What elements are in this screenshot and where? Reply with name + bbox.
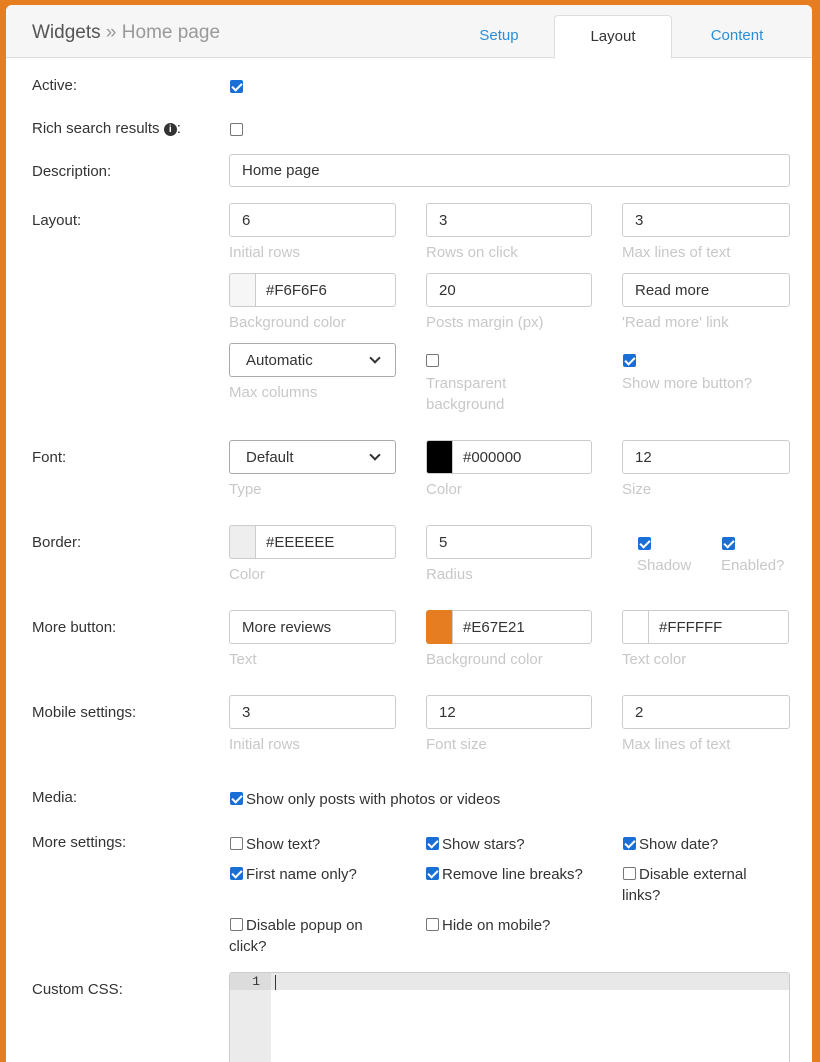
active-checkbox[interactable] (230, 80, 243, 93)
more-button-bg-input[interactable]: #E67E21 (452, 610, 592, 644)
more-button-label: More button: (32, 619, 117, 636)
show-date-checkbox[interactable] (623, 837, 636, 850)
rich-search-checkbox[interactable] (230, 123, 243, 136)
hide-on-mobile-checkbox[interactable] (426, 918, 439, 931)
panel-header (6, 5, 812, 58)
read-more-input[interactable]: Read more (622, 273, 790, 307)
media-only-checkbox[interactable] (230, 792, 243, 805)
read-more-hint: 'Read more' link (622, 314, 729, 331)
more-button-text-color-input[interactable]: #FFFFFF (648, 610, 789, 644)
font-size-input[interactable]: 12 (622, 440, 790, 474)
tab-content[interactable]: Content (710, 27, 764, 44)
remove-line-breaks-label[interactable]: Remove line breaks? (442, 866, 583, 883)
remove-line-breaks-checkbox[interactable] (426, 867, 439, 880)
rich-search-label-colon: : (176, 120, 181, 137)
media-only-label[interactable]: Show only posts with photos or videos (246, 791, 501, 808)
more-button-text-hint: Text (229, 651, 257, 668)
font-color-input[interactable]: #000000 (452, 440, 592, 474)
more-button-text-color-swatch[interactable] (622, 610, 649, 644)
mobile-font-size-input[interactable]: 12 (426, 695, 592, 729)
first-name-only-label[interactable]: First name only? (246, 866, 357, 883)
breadcrumb-separator: » (105, 22, 117, 43)
show-date-label[interactable]: Show date? (639, 836, 719, 853)
font-color-hint: Color (426, 481, 462, 498)
chevron-down-icon (369, 352, 380, 363)
font-type-select[interactable] (229, 440, 396, 474)
first-name-only-checkbox[interactable] (230, 867, 243, 880)
max-lines-hint: Max lines of text (622, 244, 731, 261)
rich-search-label (32, 120, 181, 137)
font-type-hint: Type (229, 481, 262, 498)
rows-on-click-input[interactable]: 3 (426, 203, 592, 237)
more-button-text-color-hint: Text color (622, 651, 687, 668)
breadcrumb-current: Home page (121, 22, 221, 43)
font-type-value: Default (246, 448, 294, 466)
shadow-hint: Shadow (637, 557, 692, 574)
max-lines-input[interactable]: 3 (622, 203, 790, 237)
border-enabled-hint: Enabled? (721, 557, 785, 574)
initial-rows-input[interactable]: 6 (229, 203, 396, 237)
show-text-label[interactable]: Show text? (246, 836, 321, 853)
more-button-text-input[interactable]: More reviews (229, 610, 396, 644)
media-label: Media: (32, 789, 78, 806)
disable-external-links-label[interactable]: Disable external links? (622, 866, 747, 904)
posts-margin-input[interactable]: 20 (426, 273, 592, 307)
mobile-max-lines-hint: Max lines of text (622, 736, 731, 753)
posts-margin-hint: Posts margin (px) (426, 314, 544, 331)
font-label: Font: (32, 449, 67, 466)
disable-popup-label[interactable]: Disable popup on click? (229, 917, 363, 955)
max-columns-hint: Max columns (229, 384, 318, 401)
active-label: Active: (32, 77, 78, 94)
mobile-initial-rows-input[interactable]: 3 (229, 695, 396, 729)
mobile-initial-rows-hint: Initial rows (229, 736, 300, 753)
border-radius-input[interactable]: 5 (426, 525, 592, 559)
border-color-input[interactable]: #EEEEEE (255, 525, 396, 559)
font-color-swatch[interactable] (426, 440, 453, 474)
show-stars-label[interactable]: Show stars? (442, 836, 525, 853)
border-label: Border: (32, 534, 82, 551)
show-more-button-checkbox[interactable] (623, 354, 636, 367)
more-settings-label: More settings: (32, 834, 127, 851)
transparent-background-checkbox[interactable] (426, 354, 439, 367)
border-enabled-checkbox[interactable] (722, 537, 735, 550)
max-columns-value: Automatic (246, 351, 313, 369)
mobile-font-size-hint: Font size (426, 736, 487, 753)
tab-setup[interactable]: Setup (479, 27, 519, 44)
editor-active-line (230, 973, 790, 990)
mobile-max-lines-input[interactable]: 2 (622, 695, 790, 729)
tab-layout[interactable]: Layout (554, 15, 672, 59)
rich-search-label-text: Rich search results (32, 120, 160, 137)
description-label: Description: (32, 163, 112, 180)
mobile-settings-label: Mobile settings: (32, 704, 137, 721)
layout-label: Layout: (32, 212, 82, 229)
editor-line-number: 1 (252, 974, 260, 989)
chevron-down-icon (369, 449, 380, 460)
description-input[interactable]: Home page (229, 154, 790, 187)
editor-cursor (275, 975, 276, 990)
background-color-input[interactable]: #F6F6F6 (255, 273, 396, 307)
initial-rows-hint: Initial rows (229, 244, 300, 261)
show-text-checkbox[interactable] (230, 837, 243, 850)
transparent-background-hint: Transparent background (426, 375, 507, 413)
show-stars-checkbox[interactable] (426, 837, 439, 850)
border-color-hint: Color (229, 566, 265, 583)
more-button-bg-hint: Background color (426, 651, 543, 668)
hide-on-mobile-label[interactable]: Hide on mobile? (442, 917, 551, 934)
font-size-hint: Size (622, 481, 652, 498)
more-button-bg-swatch[interactable] (426, 610, 453, 644)
custom-css-label: Custom CSS: (32, 981, 123, 998)
shadow-checkbox[interactable] (638, 537, 651, 550)
background-color-swatch[interactable] (229, 273, 256, 307)
breadcrumb-root[interactable]: Widgets (32, 22, 101, 43)
background-color-hint: Background color (229, 314, 346, 331)
rows-on-click-hint: Rows on click (426, 244, 518, 261)
widget-settings-panel (6, 5, 812, 1062)
info-circle-icon[interactable]: i (164, 123, 177, 136)
breadcrumb (32, 22, 220, 44)
max-columns-select[interactable] (229, 343, 396, 377)
border-radius-hint: Radius (426, 566, 473, 583)
custom-css-editor[interactable] (229, 972, 790, 1062)
show-more-button-hint: Show more button? (622, 375, 753, 392)
border-color-swatch[interactable] (229, 525, 256, 559)
